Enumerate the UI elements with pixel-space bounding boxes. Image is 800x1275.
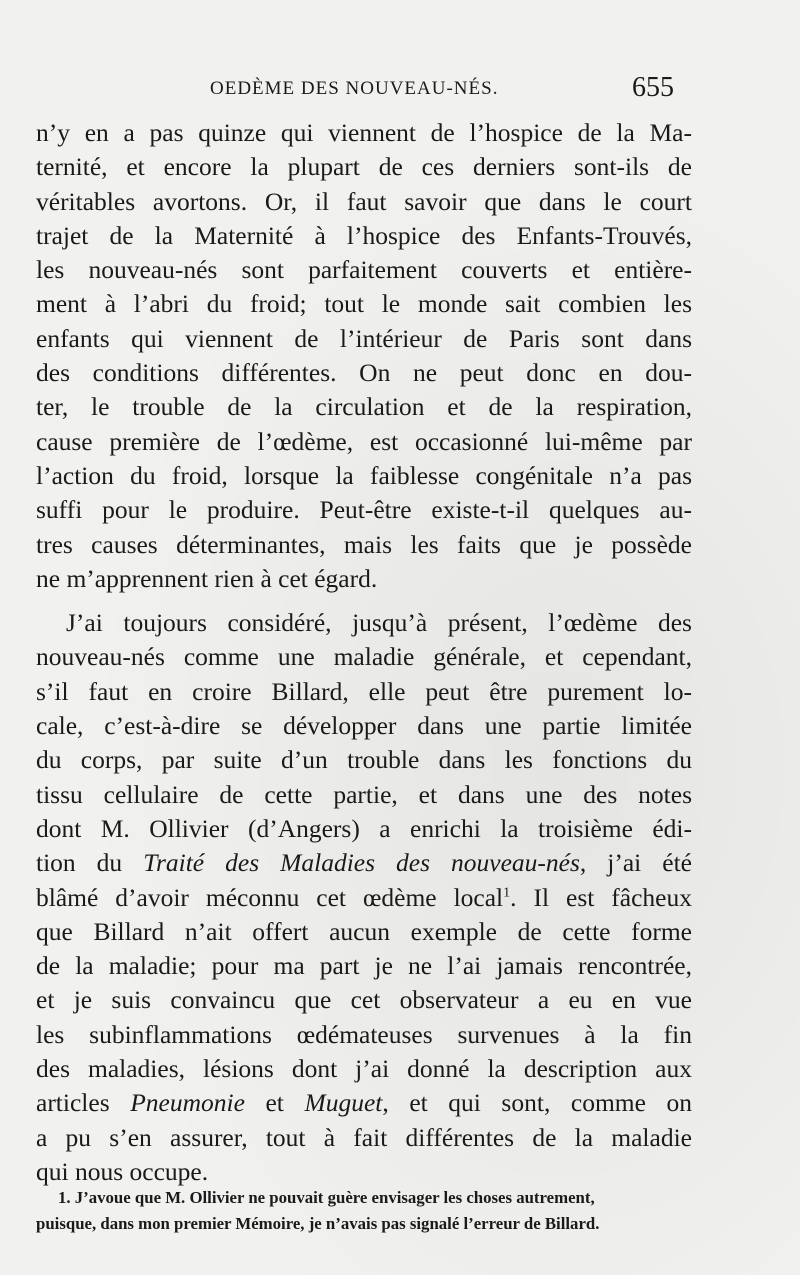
page-header	[0, 72, 800, 112]
text-line: l’action du froid, lorsque la faiblesse congénitale n’a pas	[36, 460, 692, 490]
text-line: nouveau-nés comme une maladie générale, et cependant,	[36, 642, 692, 672]
text-line	[36, 846, 692, 880]
footnote-ref: 1	[503, 885, 511, 901]
text-line: les subinflammations œdémateuses survenues à la fin	[36, 1019, 692, 1049]
text-line: s’il faut en croire Billard, elle peut être purement lo-	[36, 676, 692, 706]
text-line: n’y en a pas quinze qui viennent de l’hospice de la Ma-	[36, 118, 692, 147]
text-run: tion du	[36, 848, 144, 878]
text-run: , et qui sont, comme on	[382, 1088, 693, 1118]
text-line: suffi pour le produire. Peut-être existe-t-il quelques au-	[36, 495, 692, 525]
text-line: ternité, et encore la plupart de ces derniers sont-ils de	[36, 152, 692, 182]
footnote	[36, 1185, 694, 1237]
text-line: que Billard n’ait offert aucun exemple de cette forme	[36, 916, 692, 946]
text-line: du corps, par suite d’un trouble dans les fonctions du	[36, 745, 692, 775]
page-number: 655	[632, 72, 674, 103]
text-line: de la maladie; pour ma part je ne l’ai jamais rencontrée,	[36, 951, 692, 981]
text-line: a pu s’en assurer, tout à fait différentes de la maladie	[36, 1122, 692, 1152]
text-line: des conditions différentes. On ne peut donc en dou-	[36, 358, 692, 388]
book-title: Traité des Maladies des nouveau-nés	[143, 848, 580, 878]
text-line: trajet de la Maternité à l’hospice des Enfants-Trouvés,	[36, 220, 692, 250]
text-line: les nouveau-nés sont parfaitement couverts et entière-	[36, 255, 692, 285]
text-line: ment à l’abri du froid; tout le monde sait combien les	[36, 289, 692, 319]
paragraph-2	[36, 606, 692, 1189]
paragraph-1	[36, 116, 692, 596]
text-line: tissu cellulaire de cette partie, et dans une des notes	[36, 779, 692, 809]
text-line: ter, le trouble de la circulation et de la respiration,	[36, 392, 692, 422]
text-line: cale, c’est-à-dire se développer dans une partie limitée	[36, 711, 692, 741]
footnote-line: 1. J’avoue que M. Ollivier ne pouvait guère envisager les choses autrement,	[58, 1188, 595, 1207]
article-title: Muguet	[304, 1088, 383, 1118]
text-line: et je suis convaincu que cet observateur a eu en vue	[36, 985, 692, 1015]
text-run: , j’ai été	[579, 848, 692, 878]
text-line: ne m’apprennent rien à cet égard.	[36, 563, 378, 593]
text-line	[36, 1086, 692, 1120]
text-run: . Il est fâcheux	[510, 882, 692, 912]
text-run: articles	[36, 1088, 131, 1118]
footnote-line: puisque, dans mon premier Mémoire, je n’avais pas signalé l’erreur de Billard.	[36, 1214, 600, 1233]
text-line: tres causes déterminantes, mais les faits que je possède	[36, 529, 692, 559]
article-title: Pneumonie	[130, 1088, 245, 1118]
text-line: dont M. Ollivier (d’Angers) a enrichi la troisième édi-	[36, 813, 692, 843]
text-line: J’ai toujours considéré, jusqu’à présent, l’œdème des	[66, 608, 692, 638]
text-line: qui nous occupe.	[36, 1156, 209, 1186]
text-line: véritables avortons. Or, il faut savoir que dans le court	[36, 186, 692, 216]
text-line	[36, 881, 692, 915]
text-run: et	[244, 1088, 305, 1118]
body-text	[36, 116, 692, 1189]
text-line: des maladies, lésions dont j’ai donné la description aux	[36, 1054, 692, 1084]
text-line: cause première de l’œdème, est occasionné lui-même par	[36, 426, 692, 456]
text-line: enfants qui viennent de l’intérieur de Paris sont dans	[36, 323, 692, 353]
running-title: OEDÈME DES NOUVEAU-NÉS.	[210, 78, 499, 99]
text-run: blâmé d’avoir méconnu cet œdème local	[36, 882, 504, 912]
